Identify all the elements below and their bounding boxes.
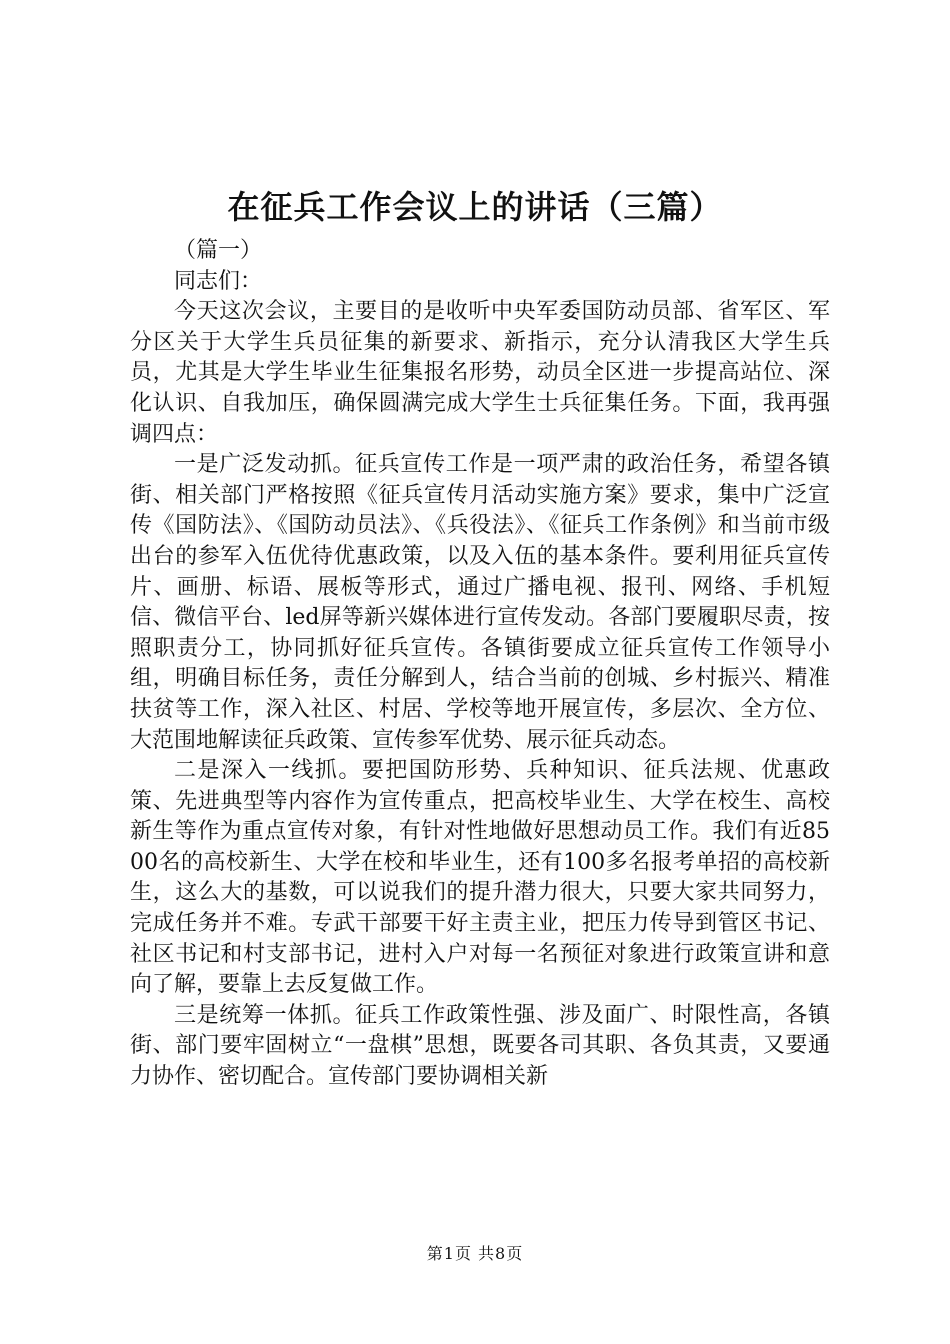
paragraph-point-three: 三是统筹一体抓。征兵工作政策性强、涉及面广、时限性高，各镇街、部门要牢固树立“一盘棋”思想，既要各司其职、各负其责，又要通力协作、密切配合。宣传部门要协调相关新 xyxy=(130,1002,830,1090)
document-body xyxy=(130,236,830,1093)
paragraph-point-one: 一是广泛发动抓。征兵宣传工作是一项严肃的政治任务，希望各镇街、相关部门严格按照《征兵宣传月活动实施方案》要求，集中广泛宣传《国防法》、《国防动员法》、《兵役法》、《征兵工作条例》和当前市级出台的参军入伍优待优惠政策，以及入伍的基本条件。要利用征兵宣传片、画册、标语、展板等形式，通过广播电视、报刊、网络、手机短信、微信平台、led屏等新兴媒体进行宣传发动。各部门要履职尽责，按照职责分工，协同抓好征兵宣传。各镇街要成立征兵宣传工作领导小组，明确目标任务，责任分解到人，结合当前的创城、乡村振兴、精准扶贫等工作，深入社区、村居、学校等地开展宣传，多层次、全方位、大范围地解读征兵政策、宣传参军优势、展示征兵动态。 xyxy=(130,452,830,753)
document-title: 在征兵工作会议上的讲话（三篇） xyxy=(227,188,723,226)
page-footer: 第1页 共8页 xyxy=(426,1244,524,1263)
paragraph-point-two: 二是深入一线抓。要把国防形势、兵种知识、征兵法规、优惠政策、先进典型等内容作为宣传重点，把高校毕业生、大学在校生、高校新生等作为重点宣传对象，有针对性地做好思想动员工作。我们有近8500名的高校新生、大学在校和毕业生，还有100多名报考单招的高校新生，这么大的基数，可以说我们的提升潜力很大，只要大家共同努力，完成任务并不难。专武干部要干好主责主业，把压力传导到管区书记、社区书记和村支部书记，进村入户对每一名预征对象进行政策宣讲和意向了解，要靠上去反复做工作。 xyxy=(130,758,830,998)
section-label: （篇一） xyxy=(174,238,263,263)
salutation: 同志们： xyxy=(174,268,263,294)
paragraph-intro: 今天这次会议，主要目的是收听中央军委国防动员部、省军区、军分区关于大学生兵员征集的新要求、新指示，充分认清我区大学生兵员，尤其是大学生毕业生征集报名形势，动员全区进一步提高站位、深化认识、自我加压，确保圆满完成大学生士兵征集任务。下面，我再强调四点： xyxy=(130,299,830,447)
